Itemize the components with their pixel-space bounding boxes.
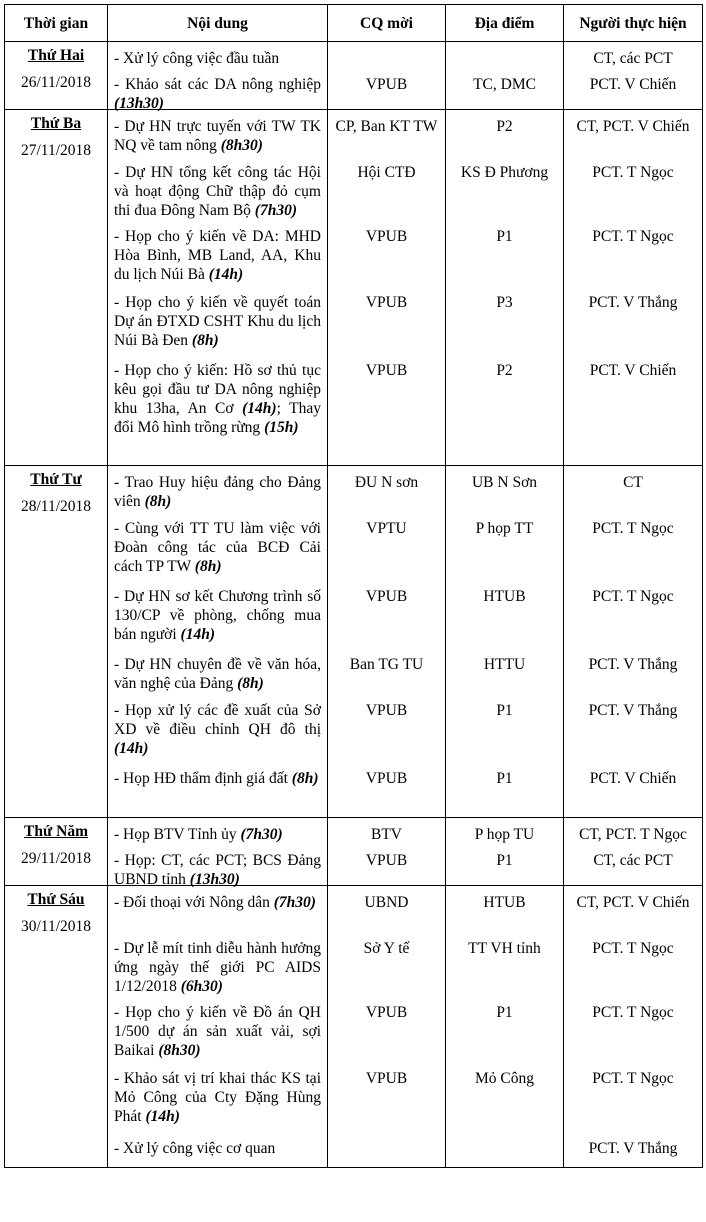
entry-agency: Hội CTĐ bbox=[357, 164, 416, 181]
schedule-body bbox=[5, 42, 703, 1168]
entry-person: CT, các PCT bbox=[593, 852, 673, 869]
entry-person: PCT. V Thắng bbox=[588, 1140, 678, 1157]
entry-place: HTUB bbox=[483, 894, 526, 911]
entry-place: P2 bbox=[496, 362, 513, 379]
entry-place: P1 bbox=[496, 1004, 513, 1021]
entry-time: (8h) bbox=[291, 770, 319, 787]
entry-time-2: (15h) bbox=[264, 419, 299, 436]
entry-agency: VPUB bbox=[365, 852, 408, 869]
schedule-entry bbox=[108, 697, 327, 765]
day-cell bbox=[5, 466, 108, 818]
entry-text: - Dự HN trực tuyến với TW TK NQ về tam nông bbox=[114, 118, 321, 154]
content-cell bbox=[108, 886, 328, 1168]
agency-cell bbox=[328, 110, 446, 466]
day-row bbox=[5, 466, 703, 818]
entry-agency bbox=[328, 1135, 445, 1167]
day-cell bbox=[5, 110, 108, 466]
entry-place: P họp TT bbox=[475, 520, 534, 537]
entry-person: PCT. V Thắng bbox=[588, 294, 678, 311]
entry-person: PCT. T Ngọc bbox=[592, 1004, 674, 1021]
entry-person: PCT. V Chiến bbox=[589, 362, 677, 379]
entry-text: - Họp cho ý kiến về DA: MHD Hòa Bình, MB Land, AA, Khu du lịch Núi Bà bbox=[114, 228, 321, 283]
entry-person: CT, PCT. V Chiến bbox=[576, 118, 690, 135]
entry-text: - Họp cho ý kiến: Hồ sơ thủ tục kêu gọi đầu tư DA nông nghiệp khu 13ha, An Cơ bbox=[114, 362, 321, 417]
day-cell bbox=[5, 886, 108, 1168]
schedule-entry bbox=[108, 113, 327, 159]
entry-text: - Dự HN sơ kết Chương trình số 130/CP về phòng, chống mua bán người bbox=[114, 588, 321, 643]
schedule-entry bbox=[108, 889, 327, 935]
entry-time: (14h) bbox=[180, 626, 215, 643]
entry-person: PCT. T Ngọc bbox=[592, 940, 674, 957]
agency-cell bbox=[328, 42, 446, 110]
entry-agency: VPTU bbox=[366, 520, 407, 537]
header-person: Người thực hiện bbox=[564, 5, 703, 42]
entry-person: PCT. V Thắng bbox=[588, 702, 678, 719]
schedule-entry bbox=[108, 1065, 327, 1135]
entry-agency: CP, Ban KT TW bbox=[335, 118, 438, 135]
entry-place: HTUB bbox=[483, 588, 526, 605]
entry-place bbox=[446, 1135, 563, 1167]
schedule-entry bbox=[108, 71, 327, 112]
entry-text: - Dự HN tổng kết công tác Hội và hoạt động Chữ thập đỏ cụm thi đua Đông Nam Bộ bbox=[114, 164, 321, 219]
entry-time: (7h30) bbox=[254, 202, 297, 219]
entry-agency: VPUB bbox=[365, 702, 408, 719]
day-date: 29/11/2018 bbox=[20, 850, 92, 867]
schedule-entry bbox=[108, 583, 327, 651]
day-date: 28/11/2018 bbox=[20, 498, 92, 515]
agency-cell bbox=[328, 466, 446, 818]
entry-time: (8h) bbox=[144, 493, 172, 510]
schedule-entry bbox=[108, 847, 327, 888]
schedule-entry bbox=[108, 651, 327, 697]
entry-place: TC, DMC bbox=[473, 76, 536, 93]
entry-time: (14h) bbox=[242, 400, 277, 417]
entry-person: PCT. V Chiến bbox=[589, 770, 677, 787]
entry-place: P3 bbox=[496, 294, 513, 311]
entry-place: P1 bbox=[496, 770, 513, 787]
entry-time: (6h30) bbox=[180, 978, 223, 995]
entry-agency: VPUB bbox=[365, 362, 408, 379]
entry-place: P2 bbox=[496, 118, 513, 135]
entry-text: - Cùng với TT TU làm việc với Đoàn công tác của BCĐ Cải cách TP TW bbox=[114, 520, 321, 575]
content-cell bbox=[108, 42, 328, 110]
entry-person: PCT. T Ngọc bbox=[592, 164, 674, 181]
day-name: Thứ Năm bbox=[24, 823, 88, 840]
agency-cell bbox=[328, 818, 446, 886]
schedule-entry bbox=[108, 765, 327, 817]
entry-time: (14h) bbox=[145, 1108, 180, 1125]
entry-text: - Họp: CT, các PCT; BCS Đảng UBND tỉnh bbox=[114, 852, 321, 888]
entry-agency: VPUB bbox=[365, 1070, 408, 1087]
day-name: Thứ Hai bbox=[27, 47, 85, 64]
entry-agency bbox=[328, 45, 445, 71]
day-row bbox=[5, 818, 703, 886]
entry-agency: VPUB bbox=[365, 76, 408, 93]
entry-agency: VPUB bbox=[365, 1004, 408, 1021]
schedule-entry bbox=[108, 45, 327, 71]
schedule-entry bbox=[108, 357, 327, 465]
day-row bbox=[5, 42, 703, 110]
entry-place: Mỏ Công bbox=[475, 1070, 534, 1087]
entry-time: (8h) bbox=[191, 332, 219, 349]
entry-place: KS Đ Phương bbox=[460, 164, 549, 181]
entry-text: - Họp xử lý các đề xuất của Sở XD về điều chỉnh QH đô thị bbox=[114, 702, 321, 738]
entry-agency: BTV bbox=[371, 826, 402, 843]
entry-person: PCT. T Ngọc bbox=[592, 1070, 674, 1087]
entry-text-2: ; Thay đổi Mô hình trồng rừng bbox=[114, 400, 321, 436]
entry-text: - Xử lý công việc cơ quan bbox=[114, 1140, 276, 1157]
schedule-entry bbox=[108, 289, 327, 357]
entry-person: PCT. V Chiến bbox=[589, 76, 677, 93]
entry-time: (14h) bbox=[208, 266, 244, 283]
entry-text: - Họp cho ý kiến về Đồ án QH 1/500 dự án sản xuất vải, sợi Baikai bbox=[114, 1004, 321, 1059]
entry-agency: VPUB bbox=[365, 294, 408, 311]
entry-place: UB N Sơn bbox=[471, 474, 538, 491]
entry-person: PCT. T Ngọc bbox=[592, 520, 674, 537]
entry-agency: UBND bbox=[364, 894, 409, 911]
schedule-entry bbox=[108, 469, 327, 515]
entry-person: CT, PCT. V Chiến bbox=[576, 894, 690, 911]
day-row bbox=[5, 110, 703, 466]
person-cell bbox=[564, 466, 703, 818]
entry-place: P họp TU bbox=[474, 826, 535, 843]
schedule-entry bbox=[108, 159, 327, 223]
entry-text: - Dự lễ mít tinh diễu hành hưởng ứng ngày thế giới PC AIDS 1/12/2018 bbox=[114, 940, 321, 995]
header-place: Địa điểm bbox=[446, 5, 564, 42]
entry-place: P1 bbox=[496, 702, 513, 719]
day-cell bbox=[5, 42, 108, 110]
entry-time: (8h) bbox=[194, 558, 222, 575]
schedule-entry bbox=[108, 1135, 327, 1167]
entry-person: PCT. T Ngọc bbox=[592, 228, 674, 245]
place-cell bbox=[446, 818, 564, 886]
day-row bbox=[5, 886, 703, 1168]
entry-text: - Đối thoại với Nông dân bbox=[114, 894, 270, 911]
schedule-entry bbox=[108, 999, 327, 1065]
entry-text: - Họp HĐ thẩm định giá đất bbox=[114, 770, 288, 787]
entry-text: - Khảo sát vị trí khai thác KS tại Mỏ Công của Cty Đặng Hùng Phát bbox=[114, 1070, 321, 1125]
entry-place: P1 bbox=[496, 852, 513, 869]
entry-agency: VPUB bbox=[365, 228, 408, 245]
content-cell bbox=[108, 466, 328, 818]
entry-agency: VPUB bbox=[365, 770, 408, 787]
entry-person: PCT. T Ngọc bbox=[592, 588, 674, 605]
header-time: Thời gian bbox=[5, 5, 108, 42]
day-date: 27/11/2018 bbox=[20, 142, 92, 159]
entry-person: PCT. V Thắng bbox=[588, 656, 678, 673]
entry-text: - Họp cho ý kiến về quyết toán Dự án ĐTXD CSHT Khu du lịch Núi Bà Đen bbox=[114, 294, 321, 349]
schedule-entry bbox=[108, 935, 327, 999]
day-cell bbox=[5, 818, 108, 886]
entry-agency: Sở Y tế bbox=[363, 940, 410, 957]
entry-agency: VPUB bbox=[365, 588, 408, 605]
person-cell bbox=[564, 886, 703, 1168]
entry-place: TT VH tỉnh bbox=[468, 940, 541, 957]
person-cell bbox=[564, 818, 703, 886]
entry-agency: ĐU N sơn bbox=[354, 474, 419, 491]
day-name: Thứ Ba bbox=[30, 115, 82, 132]
header-row bbox=[5, 5, 703, 42]
entry-time: (8h) bbox=[237, 675, 264, 692]
day-date: 30/11/2018 bbox=[20, 918, 92, 935]
place-cell bbox=[446, 110, 564, 466]
content-cell bbox=[108, 110, 328, 466]
entry-time: (14h) bbox=[114, 740, 149, 757]
place-cell bbox=[446, 466, 564, 818]
entry-person: CT, các PCT bbox=[593, 50, 673, 67]
person-cell bbox=[564, 110, 703, 466]
entry-time: (7h30) bbox=[273, 894, 316, 911]
entry-text: - Khảo sát các DA nông nghiệp bbox=[114, 76, 321, 93]
entry-text: - Xử lý công việc đầu tuần bbox=[114, 50, 280, 67]
entry-place bbox=[446, 45, 563, 71]
content-cell bbox=[108, 818, 328, 886]
entry-time: (13h30) bbox=[114, 95, 164, 112]
person-cell bbox=[564, 42, 703, 110]
schedule-entry bbox=[108, 515, 327, 583]
entry-time: (8h30) bbox=[220, 137, 263, 154]
schedule-table bbox=[4, 4, 703, 1168]
entry-person: CT, PCT. T Ngọc bbox=[579, 826, 687, 843]
day-name: Thứ Tư bbox=[30, 471, 82, 488]
entry-time: (8h30) bbox=[158, 1042, 201, 1059]
entry-agency: Ban TG TU bbox=[349, 656, 424, 673]
entry-time: (13h30) bbox=[189, 871, 240, 888]
schedule-entry bbox=[108, 223, 327, 289]
place-cell bbox=[446, 42, 564, 110]
entry-place: HTTU bbox=[483, 656, 526, 673]
day-name: Thứ Sáu bbox=[27, 891, 85, 908]
place-cell bbox=[446, 886, 564, 1168]
entry-text: - Họp BTV Tỉnh ủy bbox=[114, 826, 237, 843]
schedule-entry bbox=[108, 821, 327, 847]
day-date: 26/11/2018 bbox=[20, 74, 92, 91]
entry-place: P1 bbox=[496, 228, 513, 245]
agency-cell bbox=[328, 886, 446, 1168]
entry-person: CT bbox=[623, 474, 643, 491]
header-content: Nội dung bbox=[108, 5, 328, 42]
header-agency: CQ mời bbox=[328, 5, 446, 42]
entry-text: - Dự HN chuyên đề về văn hóa, văn nghệ của Đảng bbox=[114, 656, 321, 692]
entry-text: - Trao Huy hiệu đảng cho Đảng viên bbox=[114, 474, 321, 510]
entry-time: (7h30) bbox=[240, 826, 283, 843]
